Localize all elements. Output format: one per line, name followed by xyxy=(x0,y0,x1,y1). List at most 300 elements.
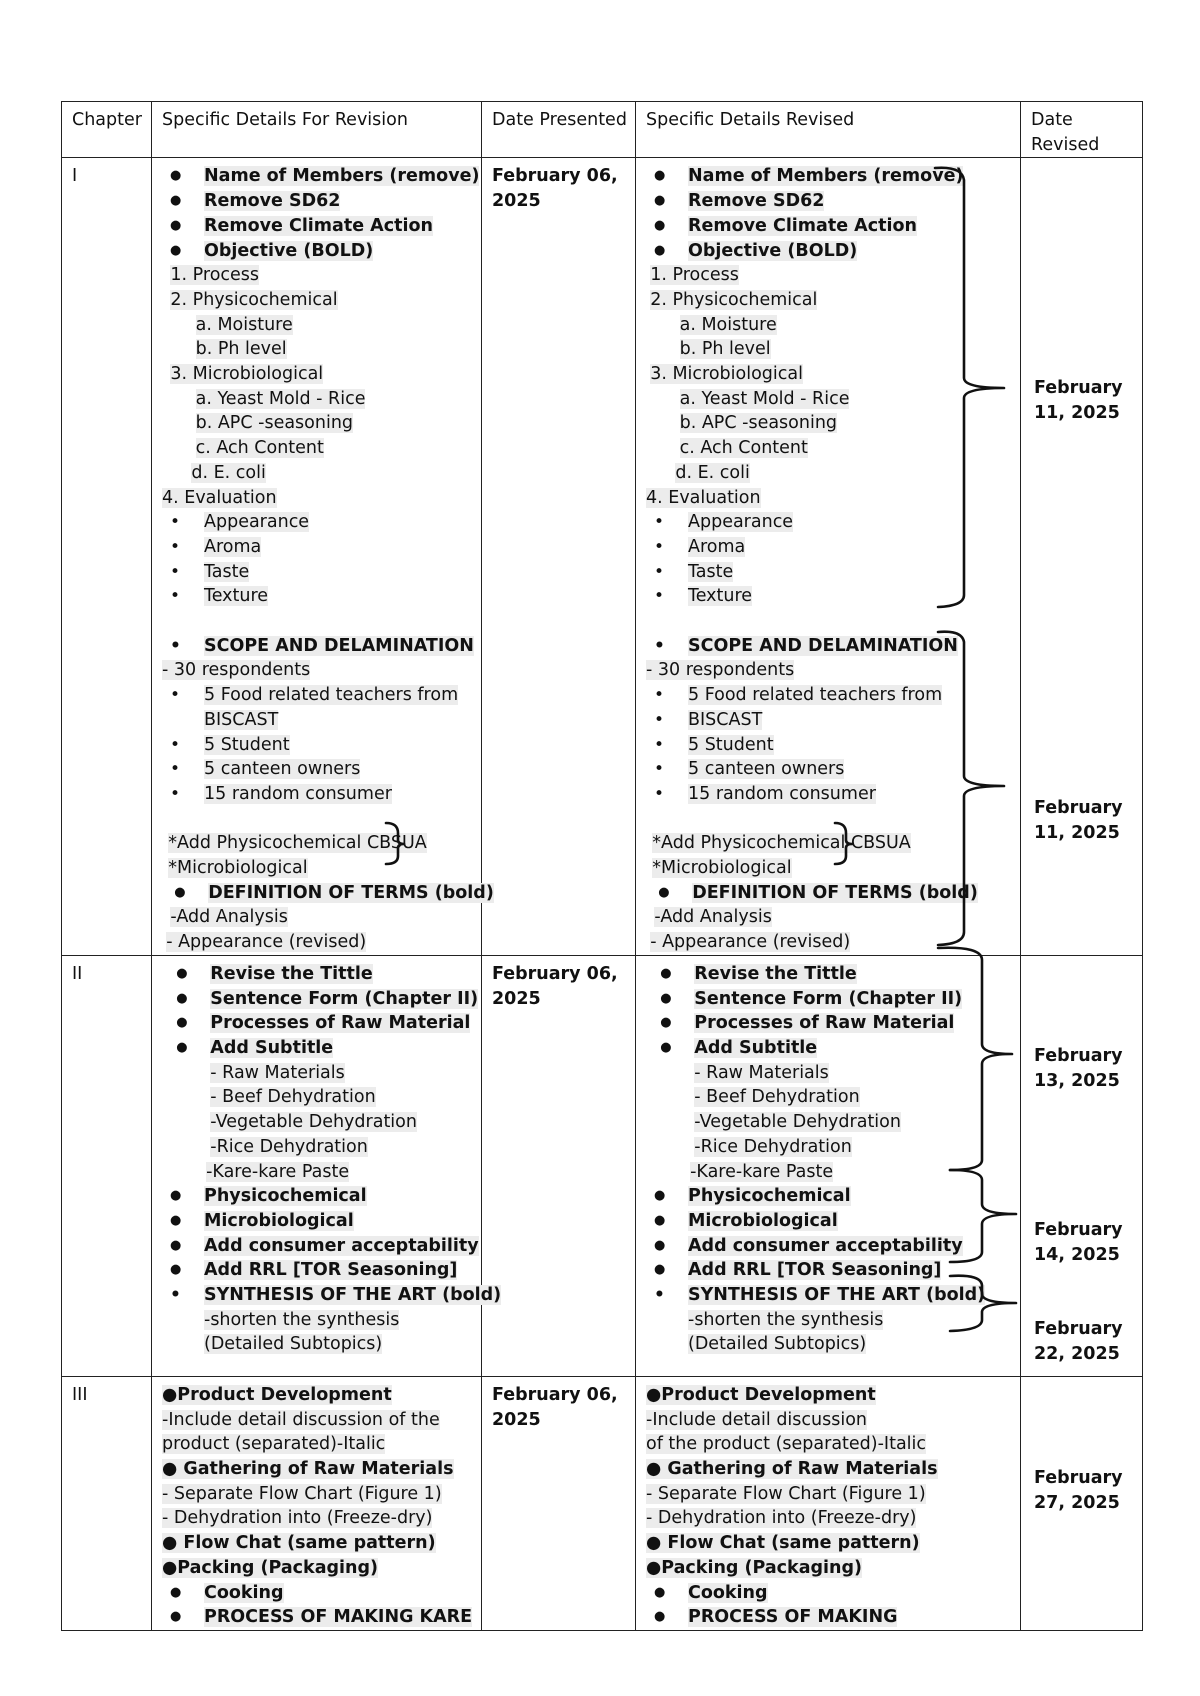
list-item-text: Add consumer acceptability xyxy=(204,1235,479,1256)
list-item-text: Appearance xyxy=(688,512,794,533)
list-item xyxy=(162,1432,481,1457)
list-item-text: of the product (separated)-Italic xyxy=(646,1434,927,1455)
list-item-text: Aroma xyxy=(688,536,746,557)
list-item-text: b. APC -seasoning xyxy=(195,413,354,434)
list-item xyxy=(646,930,1020,955)
list-item xyxy=(162,1581,481,1606)
chapter-cell: III xyxy=(62,1376,152,1630)
list-item-text: BISCAST xyxy=(688,709,763,730)
list-item xyxy=(646,1011,1020,1036)
list-item-text: Taste xyxy=(204,561,250,582)
list-item xyxy=(646,831,1020,856)
bullet-icon: ● xyxy=(658,884,670,900)
list-item-text: Remove Climate Action xyxy=(204,215,433,236)
list-item xyxy=(646,962,1020,987)
bullet-icon: ● xyxy=(174,884,186,900)
list-item xyxy=(162,1234,481,1259)
list-item xyxy=(162,987,481,1012)
bullet-icon: ● xyxy=(660,1015,672,1031)
list-item-text: Appearance xyxy=(204,512,310,533)
list-item-text: a. Moisture xyxy=(195,314,293,335)
list-item-text: 2. Physicochemical xyxy=(170,289,338,310)
list-item xyxy=(646,239,1020,264)
list-item xyxy=(162,708,481,733)
revised-cell xyxy=(636,955,1021,1376)
list-item xyxy=(162,535,481,560)
list-item-text: 5 canteen owners xyxy=(204,759,361,780)
list-item xyxy=(162,387,481,412)
list-item-text: -Kare-kare Paste xyxy=(206,1161,350,1182)
list-item-text: -Rice Dehydration xyxy=(210,1136,368,1157)
list-item xyxy=(162,1506,481,1531)
list-item-text: -Add Analysis xyxy=(654,907,772,928)
list-item xyxy=(162,962,481,987)
list-item-text: - Beef Dehydration xyxy=(694,1087,860,1108)
list-item xyxy=(646,1184,1020,1209)
list-item xyxy=(646,584,1020,609)
bullet-icon: ● xyxy=(170,193,182,209)
chapter-cell: II xyxy=(62,955,152,1376)
list-item xyxy=(646,510,1020,535)
list-item xyxy=(162,905,481,930)
bullet-icon: ● xyxy=(170,217,182,233)
list-item xyxy=(162,782,481,807)
list-item-text: ●Product Development xyxy=(646,1384,876,1405)
list-item xyxy=(162,757,481,782)
list-item-text: a. Yeast Mold - Rice xyxy=(679,388,850,409)
bullet-icon: ● xyxy=(660,1039,672,1055)
list-item-text: ●Packing (Packaging) xyxy=(162,1557,379,1578)
list-item xyxy=(646,1085,1020,1110)
list-item xyxy=(162,164,481,189)
list-item xyxy=(646,362,1020,387)
list-item xyxy=(646,1209,1020,1234)
list-item xyxy=(162,1383,481,1408)
list-item xyxy=(162,1308,481,1333)
list-item xyxy=(646,881,1020,906)
list-item xyxy=(646,189,1020,214)
revised-cell xyxy=(636,1376,1021,1630)
list-item xyxy=(646,1506,1020,1531)
list-item xyxy=(646,905,1020,930)
list-item xyxy=(162,609,481,634)
list-item-text: Add Subtitle xyxy=(694,1037,818,1058)
list-item-text: -Kare-kare Paste xyxy=(690,1161,834,1182)
list-item-text: b. APC -seasoning xyxy=(679,413,838,434)
bullet-icon: ● xyxy=(170,168,182,184)
list-item xyxy=(162,510,481,535)
list-item-text: BISCAST xyxy=(204,709,279,730)
list-item-text: -shorten the synthesis xyxy=(688,1309,884,1330)
list-item xyxy=(162,337,481,362)
list-item xyxy=(646,1283,1020,1308)
list-item-text: - Dehydration into (Freeze-dry) xyxy=(646,1508,917,1529)
bullet-icon: ● xyxy=(176,965,188,981)
list-item xyxy=(646,1408,1020,1433)
bullet-icon: ● xyxy=(176,1039,188,1055)
list-item xyxy=(162,1011,481,1036)
list-item xyxy=(646,1383,1020,1408)
bullet-icon: ● xyxy=(170,1212,182,1228)
list-item-text: Cooking xyxy=(204,1582,284,1603)
list-item xyxy=(646,683,1020,708)
list-item xyxy=(162,1482,481,1507)
list-item-text: 5 Food related teachers from xyxy=(688,685,943,706)
list-item-text: -Vegetable Dehydration xyxy=(694,1112,901,1133)
list-item-text: Processes of Raw Material xyxy=(694,1013,955,1034)
list-item-text: - Separate Flow Chart (Figure 1) xyxy=(162,1483,442,1504)
header-date-revised: Date Revised xyxy=(1021,102,1143,158)
list-item-text: 4. Evaluation xyxy=(646,487,761,508)
bullet-icon: • xyxy=(170,536,181,557)
list-item-text: -Include detail discussion of the xyxy=(162,1409,440,1430)
list-item xyxy=(646,1135,1020,1160)
bullet-icon: • xyxy=(170,512,181,533)
list-item xyxy=(646,288,1020,313)
list-item xyxy=(646,387,1020,412)
list-item-text: SCOPE AND DELAMINATION xyxy=(204,635,474,656)
list-item xyxy=(162,1258,481,1283)
list-item-text: ●Packing (Packaging) xyxy=(646,1557,863,1578)
list-item-text: Physicochemical xyxy=(688,1186,851,1207)
list-item xyxy=(162,1283,502,1308)
list-item-text: *Add Physicochemical CBSUA xyxy=(168,833,427,854)
list-item-text: - Appearance (revised) xyxy=(650,932,851,953)
details-cell xyxy=(152,955,502,1376)
list-item-text: *Microbiological xyxy=(168,858,308,879)
bullet-icon: • xyxy=(654,1285,665,1306)
bullet-icon: ● xyxy=(654,193,666,209)
revised-cell xyxy=(636,158,1021,955)
list-item-text: Add RRL [TOR Seasoning] xyxy=(688,1260,942,1281)
list-item xyxy=(646,560,1020,585)
list-item-text: - 30 respondents xyxy=(646,660,795,681)
header-details-revised: Specific Details Revised xyxy=(636,102,1021,158)
bullet-icon: ● xyxy=(170,1188,182,1204)
list-item xyxy=(162,313,481,338)
list-item-text: Revise the Tittle xyxy=(210,963,373,984)
list-item-text: Texture xyxy=(688,586,753,607)
date-revised-label: February 11, 2025 xyxy=(1034,798,1123,843)
list-item xyxy=(646,1581,1020,1606)
bullet-icon: ● xyxy=(654,1262,666,1278)
list-item xyxy=(162,1531,481,1556)
table-row xyxy=(62,1376,1143,1630)
list-item xyxy=(646,733,1020,758)
list-item xyxy=(646,1482,1020,1507)
list-item-text: *Microbiological xyxy=(652,858,792,879)
list-item-text: PROCESS OF MAKING xyxy=(688,1607,898,1628)
list-item xyxy=(646,1531,1020,1556)
list-item xyxy=(646,1308,1020,1333)
list-item xyxy=(162,1209,481,1234)
list-item-text: ●Product Development xyxy=(162,1384,392,1405)
list-item xyxy=(646,1605,1020,1630)
table-row xyxy=(62,955,1143,1376)
list-item-text: 5 Student xyxy=(204,734,290,755)
list-item xyxy=(646,1432,1020,1457)
list-item xyxy=(646,461,1020,486)
list-item xyxy=(162,1605,481,1630)
list-item-text: 3. Microbiological xyxy=(650,364,803,385)
bullet-icon: ● xyxy=(654,1237,666,1253)
list-item xyxy=(162,1556,481,1581)
list-item-text: Sentence Form (Chapter II) xyxy=(694,988,963,1009)
list-item xyxy=(162,239,481,264)
list-item xyxy=(162,1110,481,1135)
list-item xyxy=(162,881,494,906)
bullet-icon: • xyxy=(654,512,665,533)
bullet-icon: ● xyxy=(176,990,188,1006)
list-item xyxy=(646,486,1020,511)
list-item xyxy=(646,1332,1020,1357)
list-item xyxy=(162,411,481,436)
chapter-cell: I xyxy=(62,158,152,955)
list-item xyxy=(162,930,481,955)
list-item xyxy=(162,1457,481,1482)
list-item xyxy=(646,1457,1020,1482)
date-revised-label: February 22, 2025 xyxy=(1034,1319,1123,1364)
list-item-text: SYNTHESIS OF THE ART (bold) xyxy=(688,1285,986,1306)
list-item-text: a. Yeast Mold - Rice xyxy=(195,388,366,409)
bullet-icon: ● xyxy=(170,1584,182,1600)
list-item-text: c. Ach Content xyxy=(679,438,808,459)
bullet-icon: ● xyxy=(170,1237,182,1253)
list-item-text: Revise the Tittle xyxy=(694,963,857,984)
list-item-text: 2. Physicochemical xyxy=(650,289,818,310)
list-item xyxy=(646,535,1020,560)
list-item xyxy=(646,807,1020,832)
bullet-icon: • xyxy=(654,783,665,804)
list-item-text: ● Gathering of Raw Materials xyxy=(646,1458,938,1479)
list-item xyxy=(162,1135,481,1160)
list-item xyxy=(162,1061,481,1086)
bullet-icon: ● xyxy=(654,242,666,258)
list-item-text: (Detailed Subtopics) xyxy=(204,1334,383,1355)
list-item-text: *Add Physicochemical CBSUA xyxy=(652,833,911,854)
list-item xyxy=(646,609,1020,634)
list-item xyxy=(162,807,481,832)
list-item-text: b. Ph level xyxy=(679,339,771,360)
list-item xyxy=(646,757,1020,782)
list-item xyxy=(162,560,481,585)
list-item-text: Add consumer acceptability xyxy=(688,1235,963,1256)
bullet-icon: • xyxy=(654,586,665,607)
revision-table-sheet xyxy=(61,101,1142,1628)
list-item xyxy=(162,584,481,609)
list-item xyxy=(162,1160,481,1185)
list-item-text: d. E. coli xyxy=(191,462,266,483)
list-item-text: DEFINITION OF TERMS (bold) xyxy=(208,882,494,903)
bullet-icon: • xyxy=(170,561,181,582)
header-chapter: Chapter xyxy=(62,102,152,158)
list-item-text: Microbiological xyxy=(688,1210,838,1231)
bullet-icon: ● xyxy=(170,1262,182,1278)
list-item-text: 1. Process xyxy=(650,265,739,286)
date-revised-label: February 13, 2025 xyxy=(1034,1046,1123,1091)
list-item-text: Texture xyxy=(204,586,269,607)
list-item-text: Remove SD62 xyxy=(688,191,825,212)
list-item-text: ● Flow Chat (same pattern) xyxy=(646,1533,920,1554)
list-item xyxy=(162,288,481,313)
list-item xyxy=(646,708,1020,733)
list-item-text: (Detailed Subtopics) xyxy=(688,1334,867,1355)
date-revised-cell xyxy=(1021,955,1143,1376)
bullet-icon: • xyxy=(170,635,181,656)
list-item-text: d. E. coli xyxy=(675,462,750,483)
list-item xyxy=(162,486,481,511)
bullet-icon: • xyxy=(170,734,181,755)
list-item xyxy=(646,214,1020,239)
bullet-icon: • xyxy=(654,734,665,755)
bullet-icon: • xyxy=(170,685,181,706)
list-item xyxy=(162,461,481,486)
bullet-icon: ● xyxy=(654,1188,666,1204)
list-item-text: 15 random consumer xyxy=(688,783,876,804)
list-item xyxy=(646,1160,1020,1185)
bullet-icon: • xyxy=(170,586,181,607)
list-item-text: b. Ph level xyxy=(195,339,287,360)
list-item xyxy=(646,164,1020,189)
bullet-icon: ● xyxy=(170,1609,182,1625)
list-item-text: c. Ach Content xyxy=(195,438,324,459)
list-item-text: 5 Food related teachers from xyxy=(204,685,459,706)
list-item-text: Sentence Form (Chapter II) xyxy=(210,988,479,1009)
list-item-text: Add Subtitle xyxy=(210,1037,334,1058)
list-item xyxy=(162,263,481,288)
date-revised-label: February 11, 2025 xyxy=(1034,378,1123,423)
list-item-text: SCOPE AND DELAMINATION xyxy=(688,635,958,656)
bullet-icon: ● xyxy=(660,990,672,1006)
list-item-text: ● Flow Chat (same pattern) xyxy=(162,1533,436,1554)
list-item xyxy=(162,362,481,387)
list-item xyxy=(646,658,1020,683)
list-item-text: - Separate Flow Chart (Figure 1) xyxy=(646,1483,926,1504)
date-revised-label: February 14, 2025 xyxy=(1034,1220,1123,1265)
list-item-text: 5 Student xyxy=(688,734,774,755)
list-item xyxy=(162,214,481,239)
list-item-text: Taste xyxy=(688,561,734,582)
bullet-icon: • xyxy=(170,759,181,780)
date-presented-cell: February 06, 2025 xyxy=(482,1376,636,1630)
list-item xyxy=(162,1085,481,1110)
list-item xyxy=(646,337,1020,362)
list-item-text: 15 random consumer xyxy=(204,783,392,804)
list-item xyxy=(646,634,1020,659)
list-item-text: - Beef Dehydration xyxy=(210,1087,376,1108)
list-item-text: - 30 respondents xyxy=(162,660,311,681)
date-revised-label: February 27, 2025 xyxy=(1034,1468,1123,1513)
bullet-icon: ● xyxy=(654,217,666,233)
list-item xyxy=(162,683,481,708)
list-item-text: Objective (BOLD) xyxy=(204,240,374,261)
list-item-text: 5 canteen owners xyxy=(688,759,845,780)
details-cell xyxy=(152,158,494,955)
list-item xyxy=(646,1061,1020,1086)
header-row xyxy=(62,102,1143,158)
list-item-text: - Raw Materials xyxy=(694,1062,829,1083)
list-item-text: SYNTHESIS OF THE ART (bold) xyxy=(204,1285,502,1306)
date-presented-cell: February 06, 2025 xyxy=(482,158,636,955)
list-item-text: Physicochemical xyxy=(204,1186,367,1207)
bullet-icon: • xyxy=(170,783,181,804)
list-item-text: Name of Members (remove) xyxy=(204,166,480,187)
list-item xyxy=(646,436,1020,461)
list-item-text: Remove SD62 xyxy=(204,191,341,212)
list-item xyxy=(162,733,481,758)
list-item-text: -Add Analysis xyxy=(170,907,288,928)
list-item xyxy=(646,1036,1020,1061)
list-item xyxy=(162,189,481,214)
list-item-text: 1. Process xyxy=(170,265,260,286)
list-item xyxy=(162,831,481,856)
header-details-for-revision: Specific Details For Revision xyxy=(152,102,482,158)
bullet-icon: • xyxy=(654,635,665,656)
list-item-text: - Appearance (revised) xyxy=(166,932,367,953)
list-item xyxy=(646,1110,1020,1135)
list-item-text: Name of Members (remove) xyxy=(688,166,964,187)
bullet-icon: • xyxy=(654,759,665,780)
list-item xyxy=(646,782,1020,807)
list-item-text: Add RRL [TOR Seasoning] xyxy=(204,1260,458,1281)
list-item-text: DEFINITION OF TERMS (bold) xyxy=(692,882,978,903)
list-item xyxy=(162,436,481,461)
bullet-icon: ● xyxy=(660,965,672,981)
list-item xyxy=(162,658,481,683)
list-item-text: -Vegetable Dehydration xyxy=(210,1112,417,1133)
list-item-text: Processes of Raw Material xyxy=(210,1013,471,1034)
list-item xyxy=(646,1556,1020,1581)
list-item-text: -shorten the synthesis xyxy=(204,1309,400,1330)
bullet-icon: ● xyxy=(654,168,666,184)
table-row xyxy=(62,158,1143,955)
list-item-text: Remove Climate Action xyxy=(688,215,917,236)
list-item xyxy=(162,634,481,659)
bullet-icon: • xyxy=(654,685,665,706)
list-item-text: 4. Evaluation xyxy=(162,487,277,508)
details-cell xyxy=(152,1376,482,1630)
list-item-text: 3. Microbiological xyxy=(170,364,324,385)
bullet-icon: • xyxy=(654,536,665,557)
list-item-text: - Dehydration into (Freeze-dry) xyxy=(162,1508,433,1529)
list-item-text: ● Gathering of Raw Materials xyxy=(162,1458,454,1479)
list-item xyxy=(646,313,1020,338)
bullet-icon: ● xyxy=(170,242,182,258)
list-item-text: -Include detail discussion xyxy=(646,1409,868,1430)
bullet-icon: ● xyxy=(176,1015,188,1031)
bullet-icon: ● xyxy=(654,1584,666,1600)
list-item-text: PROCESS OF MAKING KARE xyxy=(204,1607,473,1628)
bullet-icon: ● xyxy=(654,1609,666,1625)
revision-table xyxy=(61,101,1143,1631)
list-item-text: Microbiological xyxy=(204,1210,354,1231)
list-item xyxy=(646,987,1020,1012)
list-item xyxy=(646,411,1020,436)
bullet-icon: • xyxy=(654,561,665,582)
bullet-icon: • xyxy=(170,1285,181,1306)
list-item-text: -Rice Dehydration xyxy=(694,1136,852,1157)
list-item xyxy=(646,856,1020,881)
list-item-text: a. Moisture xyxy=(679,314,777,335)
list-item xyxy=(162,856,481,881)
bullet-icon: ● xyxy=(654,1212,666,1228)
list-item-text: product (separated)-Italic xyxy=(162,1434,386,1455)
list-item-text: - Raw Materials xyxy=(210,1062,345,1083)
list-item-text: Objective (BOLD) xyxy=(688,240,858,261)
list-item xyxy=(646,1258,1020,1283)
date-presented-cell: February 06, 2025 xyxy=(482,955,636,1376)
bullet-icon: • xyxy=(654,709,665,730)
